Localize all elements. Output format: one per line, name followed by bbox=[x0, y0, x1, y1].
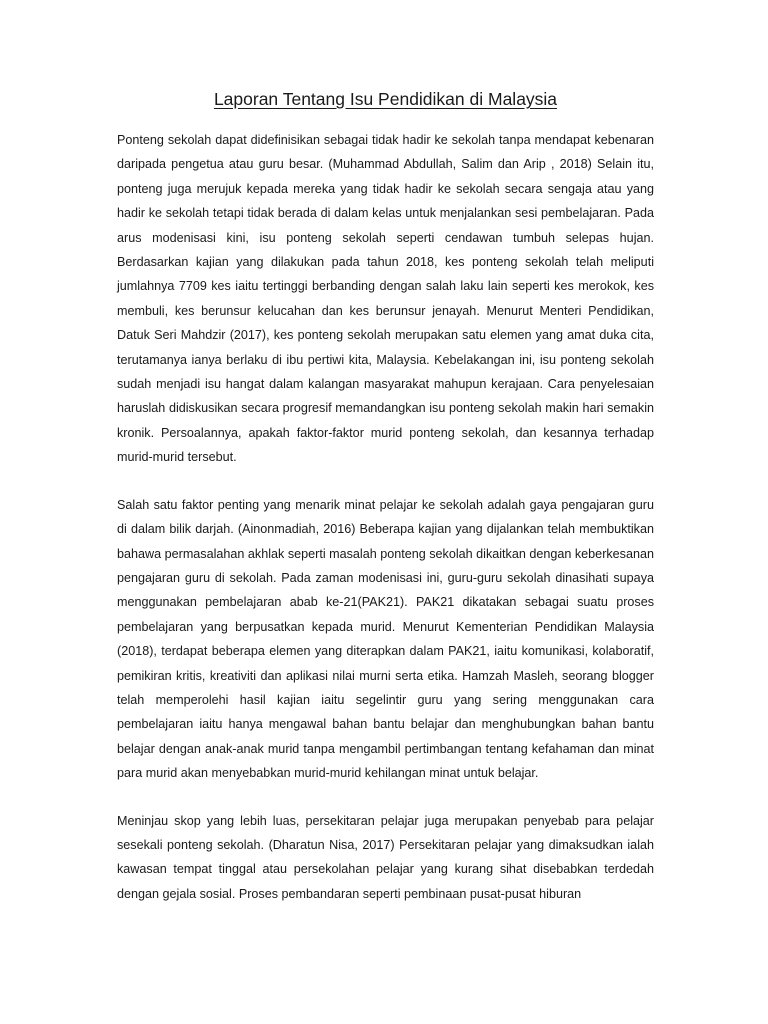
paragraph-truancy-definition: Ponteng sekolah dapat didefinisikan sebagai tidak hadir ke sekolah tanpa mendapat kebenaran daripada pengetua atau guru besar. (Muhammad Abdullah, Salim dan Arip , 2018) Selain itu, ponteng juga merujuk kepada mereka yang tidak hadir ke sekolah secara sengaja atau yang hadir ke sekolah tetapi tidak berada di dalam kelas untuk menjalankan sesi pembelajaran. Pada arus modenisasi kini, isu ponteng sekolah seperti cendawan tumbuh selepas hujan. Berdasarkan kajian yang dilakukan pada tahun 2018, kes ponteng sekolah telah meliputi jumlahnya 7709 kes iaitu tertinggi berbanding dengan salah laku lain seperti kes merokok, kes membuli, kes berunsur kelucahan dan kes berunsur jenayah. Menurut Menteri Pendidikan, Datuk Seri Mahdzir (2017), kes ponteng sekolah merupakan satu elemen yang amat duka cita, terutamanya ianya berlaku di ibu pertiwi kita, Malaysia. Kebelakangan ini, isu ponteng sekolah sudah menjadi isu hangat dalam kalangan masyarakat mahupun kerajaan. Cara penyelesaian haruslah didiskusikan secara progresif memandangkan isu ponteng sekolah makin hari semakin kronik. Persoalannya, apakah faktor-faktor murid ponteng sekolah, dan kesannya terhadap murid-murid tersebut. bbox=[117, 133, 654, 465]
document-body bbox=[117, 128, 654, 906]
paragraph-student-environment: Meninjau skop yang lebih luas, persekitaran pelajar juga merupakan penyebab para pelajar sesekali ponteng sekolah. (Dharatun Nisa, 2017) Persekitaran pelajar yang dimaksudkan ialah kawasan tempat tinggal atau persekolahan pelajar yang kurang sihat disebabkan terdedah dengan gejala sosial. Proses pembandaran seperti pembinaan pusat-pusat hiburan bbox=[117, 813, 654, 901]
document-title: Laporan Tentang Isu Pendidikan di Malaysia bbox=[213, 89, 558, 109]
paragraph-teaching-style: Salah satu faktor penting yang menarik minat pelajar ke sekolah adalah gaya pengajaran guru di dalam bilik darjah. (Ainonmadiah, 2016) Beberapa kajian yang dijalankan telah membuktikan bahawa permasalahan akhlak seperti masalah ponteng sekolah dikaitkan dengan keberkesanan pengajaran guru di sekolah. Pada zaman modenisasi ini, guru-guru sekolah dinasihati supaya menggunakan pembelajaran abab ke-21(PAK21). PAK21 dikatakan sebagai suatu proses pembelajaran yang berpusatkan kepada murid. Menurut Kementerian Pendidikan Malaysia (2018), terdapat beberapa elemen yang diterapkan dalam PAK21, iaitu komunikasi, kolaboratif, pemikiran kritis, kreativiti dan aplikasi nilai murni serta etika. Hamzah Masleh, seorang blogger telah memperolehi hasil kajian iaitu segelintir guru yang sering menggunakan cara pembelajaran iaitu hanya mengawal bahan bantu belajar dan menghubungkan bahan bantu belajar dengan anak-anak murid tanpa mengambil pertimbangan tentang kefahaman dan minat para murid akan menyebabkan murid-murid kehilangan minat untuk belajar. bbox=[117, 497, 654, 781]
